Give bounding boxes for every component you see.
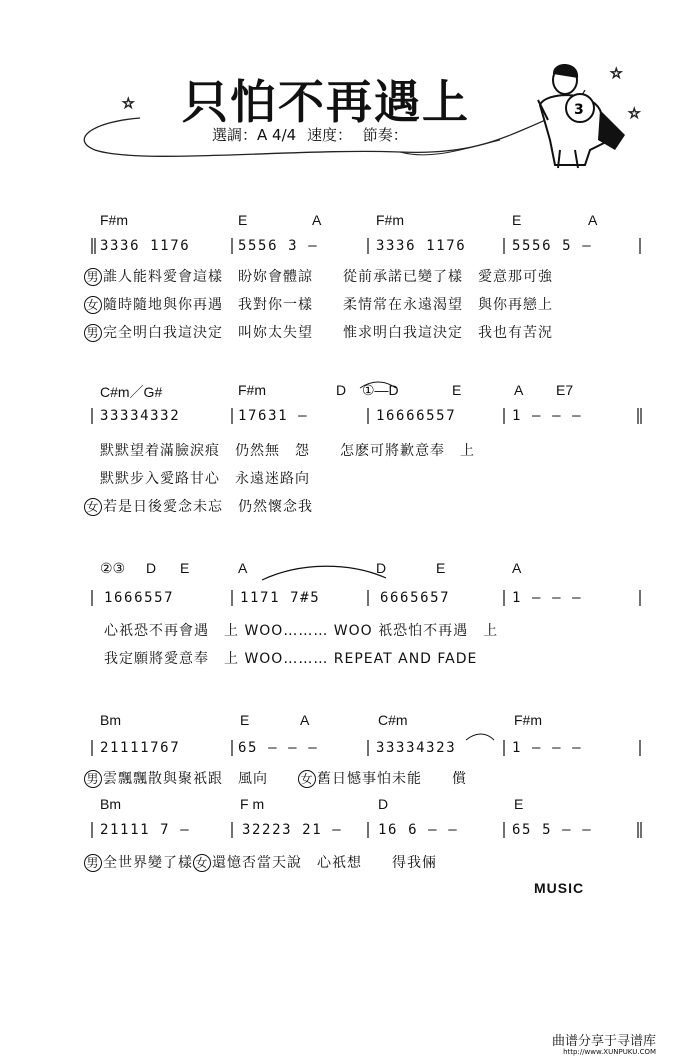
chord: A [588, 212, 598, 228]
chord: A [514, 382, 524, 398]
chord: ②③ [100, 560, 126, 576]
lyric-line: 默默望着滿臉淚痕 仍然無 怨 怎麽可將歉意奉 上 [100, 443, 475, 459]
notes: 32223 21 — [242, 822, 343, 838]
chord: E [452, 382, 462, 398]
chord: E [514, 796, 524, 812]
notes: 1 — — — [512, 590, 583, 606]
tie-arc [466, 734, 494, 740]
notes: 1171 7#5 [240, 590, 321, 606]
chord: F#m [376, 212, 404, 228]
chord: A [512, 560, 522, 576]
tie-arc [262, 566, 386, 580]
chord: D [336, 382, 347, 398]
lyric-line: 男 完全明白我這決定 叫妳太失望 惟求明白我這決定 我也有苦況 [84, 322, 553, 342]
notes: 21111 7 — [100, 822, 191, 838]
chord: D [378, 796, 389, 812]
chord: F#m [238, 382, 266, 398]
notes: 33334332 [100, 408, 181, 424]
star-icon: ☆ [122, 96, 135, 112]
notes: 65 — — — [238, 740, 319, 756]
chord: F#m [100, 212, 128, 228]
chord: Bm [100, 712, 121, 728]
rhythm-label: 節奏： [362, 126, 408, 144]
lyric-line: 默默步入愛路甘心 永遠迷路向 [100, 471, 310, 487]
svg-text:3: 3 [574, 102, 584, 118]
tempo-label: 速度： [306, 126, 352, 144]
male-marker: 男 [84, 770, 102, 788]
chord: D [146, 560, 157, 576]
chord: D [376, 560, 387, 576]
chord: ①—D [362, 382, 399, 398]
notes: 6665657 [380, 590, 451, 606]
notes: 16666557 [376, 408, 457, 424]
notes: 3336 1176 [100, 238, 191, 254]
lyric-line: 我定願將愛意奉 上 WOO……… REPEAT AND FADE [104, 651, 478, 667]
notes: 16 6 — — [378, 822, 459, 838]
male-marker: 男 [84, 324, 102, 342]
notes: 1666557 [104, 590, 175, 606]
chord: A [312, 212, 322, 228]
chord: F m [240, 796, 265, 812]
page-title: 只怕不再遇上 [182, 75, 470, 129]
song-meta [212, 124, 414, 145]
lyric-line: 女 若是日後愛念未忘 仍然懷念我 [84, 496, 313, 516]
chord: E [436, 560, 446, 576]
chord: E [240, 712, 250, 728]
male-marker: 男 [84, 854, 102, 872]
chord: A [300, 712, 310, 728]
star-icon: ☆ [610, 66, 623, 82]
star-icon: ☆ [628, 106, 641, 122]
music-label: MUSIC [534, 880, 585, 896]
footer-site: 曲谱分享于寻谱库 [551, 1034, 656, 1049]
female-marker: 女 [298, 770, 316, 788]
female-marker: 女 [84, 498, 102, 516]
chord: E7 [556, 382, 574, 398]
notes: 1 — — — [512, 740, 583, 756]
notes: 5556 3 — [238, 238, 319, 254]
notes: 65 5 — — [512, 822, 593, 838]
notes: 17631 — [238, 408, 309, 424]
male-marker: 男 [84, 268, 102, 286]
chord: E [238, 212, 248, 228]
chord: E [180, 560, 190, 576]
lyric-line: 女 隨時隨地與你再遇 我對你一樣 柔情常在永遠渴望 與你再戀上 [84, 294, 553, 314]
footer-url: http://www.XUNPUKU.COM [563, 1048, 656, 1056]
chord: Bm [100, 796, 121, 812]
lyric-line: 男 雲飄飄散與聚祇跟 風向 女 舊日憾事怕未能 償 [84, 768, 467, 788]
notes: 3336 1176 [376, 238, 467, 254]
notes: 5556 5 — [512, 238, 593, 254]
female-marker: 女 [193, 854, 211, 872]
chord: C#m／G# [100, 384, 163, 400]
notes: 21111767 [100, 740, 181, 756]
lyric-line: 心祇恐不再會遇 上 WOO……… WOO 祇恐怕不再遇 上 [104, 623, 499, 639]
chord: A [238, 560, 248, 576]
chord: F#m [514, 712, 542, 728]
lyric-line: 男 誰人能料愛會這樣 盼妳會體諒 從前承諾已變了樣 愛意那可強 [84, 266, 553, 286]
key-label: 選調：A 4/4 [212, 126, 297, 144]
notes: 33334323 [376, 740, 457, 756]
chord: E [512, 212, 522, 228]
female-marker: 女 [84, 296, 102, 314]
chord: C#m [378, 712, 408, 728]
notes: 1 — — — [512, 408, 583, 424]
lyric-line: 男 全世界變了樣 女 還憶否當天說 心祇想 得我倆 [84, 852, 437, 872]
